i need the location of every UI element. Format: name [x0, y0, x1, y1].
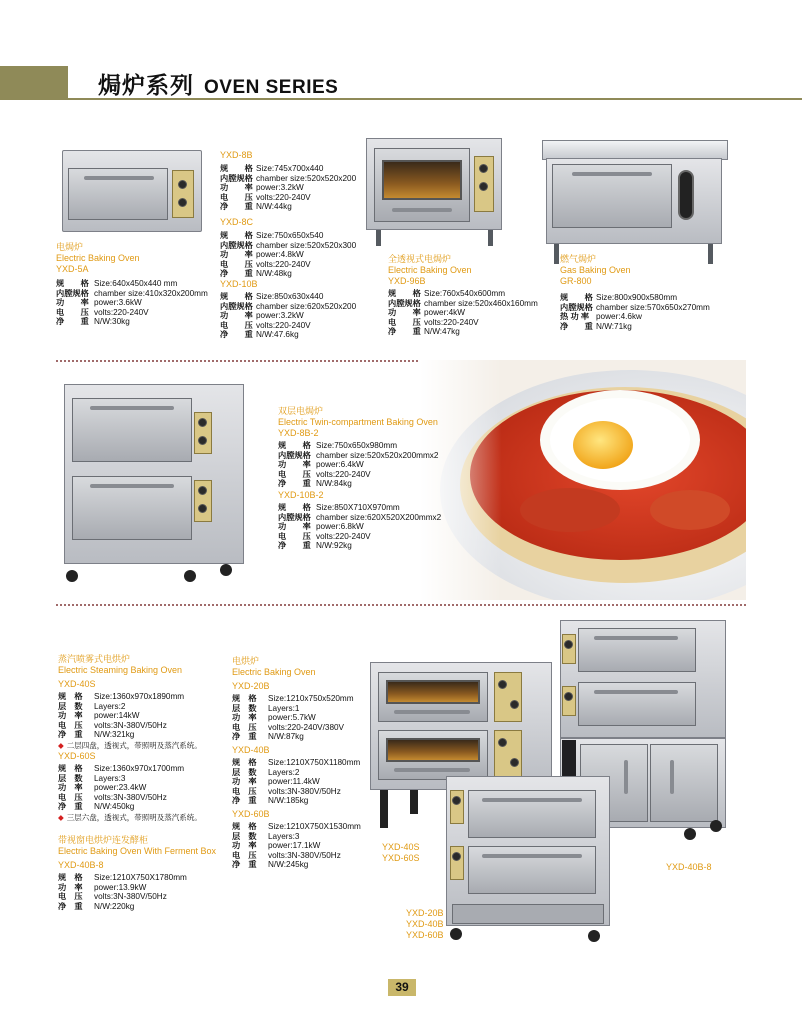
product-name-cn: 双层电焗炉	[278, 406, 324, 416]
spec-value: volts:3N-380V/50Hz	[94, 792, 167, 802]
spec-row	[232, 822, 361, 832]
spec-row	[220, 202, 356, 212]
spec-key: 功 率	[232, 713, 257, 723]
spec-value: N/W:44kg	[256, 202, 292, 212]
spec-row	[220, 311, 356, 321]
spec-row	[278, 460, 441, 470]
spec-row	[220, 292, 356, 302]
spec-row	[56, 279, 208, 289]
spec-value: power:3.2kW	[256, 183, 304, 193]
spec-key: 规 格	[278, 502, 311, 512]
model-label: YXD-40B-8	[58, 859, 104, 870]
spec-value: N/W:47.6kg	[256, 330, 299, 340]
model-label: GR-800	[560, 276, 592, 286]
spec-list	[220, 164, 356, 212]
spec-value: N/W:30kg	[94, 317, 130, 327]
spec-value: volts:220-240V/380V	[268, 722, 345, 732]
spec-row	[232, 832, 361, 842]
spec-key: 电 压	[388, 317, 421, 327]
spec-value: chamber size:520x520x200mmx2	[316, 450, 439, 460]
spec-key: 规 格	[232, 821, 257, 831]
spec-row	[220, 321, 356, 331]
spec-key: 净 重	[388, 327, 421, 337]
spec-row	[58, 702, 216, 712]
spec-key: 功 率	[232, 841, 257, 851]
spec-row	[220, 193, 356, 203]
product-name-cn: 蒸汽喷雾式电烘炉	[58, 654, 131, 664]
spec-row	[58, 802, 216, 812]
model-label: YXD-60S	[58, 750, 96, 761]
spec-row	[278, 513, 441, 523]
spec-key: 电 压	[56, 307, 89, 317]
spec-row	[56, 298, 208, 308]
product-yxd-8b	[220, 150, 356, 212]
spec-value: Size:640x450x440 mm	[94, 279, 178, 288]
product-yxd-10b	[220, 279, 356, 340]
spec-key: 规 格	[56, 279, 89, 288]
spec-key: 电 压	[232, 722, 257, 732]
spec-row	[278, 532, 441, 542]
spec-key: 功 率	[58, 783, 83, 793]
spec-value: Size:745x700x440	[256, 164, 324, 173]
spec-key: 功 率	[232, 777, 257, 787]
oven-image-gr-800	[542, 140, 728, 266]
spec-key: 规 格	[232, 757, 257, 767]
spec-value: power:11.4kW	[268, 777, 320, 787]
spec-key: 内膛规格	[560, 302, 593, 312]
spec-row	[278, 451, 441, 461]
spec-key: 规 格	[560, 293, 593, 302]
spec-value: volts:3N-380V/50Hz	[268, 786, 341, 796]
spec-list	[58, 873, 216, 911]
spec-value: N/W:48kg	[256, 269, 292, 279]
spec-value: volts:220-240V	[256, 259, 311, 269]
spec-row	[278, 503, 441, 513]
product-name-en: Electric Twin-compartment Baking Oven	[278, 417, 438, 427]
spec-value: chamber size:410x320x200mm	[94, 288, 208, 298]
spec-row	[232, 768, 361, 778]
spec-row	[232, 713, 361, 723]
spec-list	[232, 758, 361, 806]
spec-key: 规 格	[232, 694, 257, 703]
spec-list	[56, 279, 208, 327]
spec-value: volts:220-240V	[316, 469, 371, 479]
product-note: ◆ 二层四盘，透视式，带照明及蒸汽系统。	[58, 740, 202, 750]
product-name-cn: 全透视式电焗炉	[388, 254, 452, 264]
model-label: YXD-8C	[220, 217, 254, 227]
product-name-cn: 电烘炉	[232, 656, 260, 666]
product-twin-oven	[278, 406, 441, 551]
spec-value: Layers:3	[268, 831, 300, 841]
spec-key: 热 功 率	[560, 312, 590, 322]
spec-row	[232, 796, 361, 806]
spec-key: 层 数	[232, 831, 257, 841]
spec-key: 功 率	[278, 460, 311, 470]
spec-row	[220, 250, 356, 260]
model-label: YXD-40B	[232, 744, 270, 755]
spec-row	[232, 841, 361, 851]
spec-key: 规 格	[58, 692, 83, 701]
product-yxd-8c	[220, 217, 356, 279]
spec-key: 功 率	[58, 711, 83, 721]
page-title	[98, 67, 338, 100]
spec-key: 功 率	[388, 308, 421, 318]
spec-row	[58, 783, 216, 793]
spec-key: 净 重	[58, 802, 83, 812]
spec-row	[220, 164, 356, 174]
spec-value: N/W:321kg	[94, 730, 135, 740]
spec-list	[232, 822, 361, 870]
product-name-cn: 燃气焗炉	[560, 254, 597, 264]
spec-value: power:5.7kW	[268, 713, 316, 723]
spec-row	[560, 312, 710, 322]
spec-row	[220, 231, 356, 241]
spec-key: 规 格	[388, 289, 421, 298]
spec-row	[278, 479, 441, 489]
section-divider	[56, 604, 746, 606]
product-name-en: Electric Baking Oven	[56, 253, 140, 263]
spec-key: 电 压	[58, 792, 83, 802]
spec-row	[232, 851, 361, 861]
spec-key: 功 率	[220, 250, 253, 260]
spec-row	[220, 183, 356, 193]
spec-list	[278, 441, 441, 489]
spec-row	[388, 289, 538, 299]
spec-value: N/W:220kg	[94, 901, 135, 911]
product-name-en: Electric Baking Oven	[388, 265, 472, 275]
spec-value: Layers:2	[94, 701, 126, 711]
spec-key: 电 压	[232, 786, 257, 796]
spec-key: 功 率	[220, 311, 253, 321]
product-name-en: Gas Baking Oven	[560, 265, 631, 275]
spec-key: 净 重	[220, 269, 253, 279]
spec-row	[58, 711, 216, 721]
spec-row	[58, 692, 216, 702]
spec-value: Size:750x650x980mm	[316, 441, 398, 450]
oven-image-yxd-8b-2	[64, 384, 244, 586]
spec-key: 净 重	[278, 541, 311, 551]
spec-row	[58, 892, 216, 902]
model-label: YXD-5A	[56, 264, 89, 274]
food-image	[420, 360, 746, 600]
spec-row	[560, 293, 710, 303]
spec-value: Layers:3	[94, 773, 126, 783]
model-label: YXD-96B	[388, 276, 426, 286]
spec-key: 净 重	[278, 479, 311, 489]
spec-key: 层 数	[232, 767, 257, 777]
spec-value: volts:3N-380V/50Hz	[94, 892, 167, 902]
model-label: YXD-10B	[220, 279, 258, 289]
spec-value: chamber size:520x520x200	[256, 173, 357, 183]
model-label: YXD-20B	[232, 681, 270, 691]
model-label: YXD-8B-2	[278, 428, 319, 438]
spec-value: Size:850x630x440	[256, 292, 324, 301]
spec-key: 净 重	[560, 321, 593, 331]
spec-key: 内膛规格	[220, 301, 253, 311]
product-steam-oven	[58, 654, 216, 911]
spec-row	[58, 774, 216, 784]
product-name-cn: 电焗炉	[56, 242, 84, 252]
spec-key: 功 率	[58, 882, 83, 892]
spec-value: volts:220-240V	[316, 531, 371, 541]
spec-value: N/W:84kg	[316, 479, 352, 489]
product-yxd-96b	[388, 254, 538, 337]
spec-value: power:6.8kW	[316, 522, 364, 532]
spec-key: 规 格	[220, 231, 253, 240]
spec-value: power:4.6kw	[596, 312, 642, 322]
title-cn: 焗炉系列	[98, 72, 194, 98]
oven-image-yxd-96b	[366, 138, 502, 250]
spec-row	[58, 764, 216, 774]
spec-list	[232, 694, 361, 742]
spec-key: 内膛规格	[388, 298, 421, 308]
spec-value: power:6.4kW	[316, 460, 364, 470]
oven-image-yxd-5a	[62, 150, 202, 232]
spec-value: Size:1360x970x1700mm	[94, 763, 185, 773]
spec-row	[58, 793, 216, 803]
title-en: OVEN SERIES	[204, 77, 339, 98]
spec-value: N/W:245kg	[268, 860, 309, 870]
spec-value: Size:1210X750X1530mm	[268, 821, 361, 831]
product-name-en: Electric Baking Oven With Ferment Box	[58, 845, 217, 856]
spec-value: volts:220-240V	[256, 320, 311, 330]
spec-list	[58, 692, 216, 740]
spec-value: Size:850X710X970mm	[316, 502, 400, 512]
spec-key: 功 率	[278, 522, 311, 532]
spec-row	[232, 787, 361, 797]
spec-value: N/W:47kg	[424, 327, 460, 337]
spec-row	[560, 303, 710, 313]
spec-row	[232, 777, 361, 787]
spec-value: Size:1210X750X1180mm	[268, 757, 361, 767]
product-yxd-5a	[56, 242, 208, 327]
spec-row	[220, 302, 356, 312]
spec-key: 电 压	[220, 259, 253, 269]
spec-key: 规 格	[278, 441, 311, 450]
spec-row	[220, 330, 356, 340]
spec-row	[232, 860, 361, 870]
spec-row	[56, 317, 208, 327]
spec-value: power:14kW	[94, 711, 140, 721]
spec-key: 净 重	[220, 330, 253, 340]
spec-key: 净 重	[232, 796, 257, 806]
spec-key: 净 重	[56, 317, 89, 327]
spec-value: volts:3N-380V/50Hz	[94, 720, 167, 730]
spec-value: Size:800x900x580mm	[596, 293, 678, 302]
spec-list	[278, 503, 441, 551]
spec-value: N/W:71kg	[596, 321, 632, 331]
spec-row	[278, 522, 441, 532]
product-electric-oven	[232, 656, 361, 870]
spec-row	[232, 758, 361, 768]
spec-row	[58, 883, 216, 893]
spec-key: 净 重	[220, 202, 253, 212]
spec-row	[58, 721, 216, 731]
spec-value: Size:1210x750x520mm	[268, 694, 354, 703]
spec-list	[220, 231, 356, 279]
spec-value: N/W:87kg	[268, 732, 304, 742]
spec-value: chamber size:520x460x160mm	[424, 298, 538, 308]
spec-key: 内膛规格	[220, 173, 253, 183]
spec-row	[560, 322, 710, 332]
spec-key: 净 重	[232, 860, 257, 870]
product-gr-800	[560, 254, 710, 331]
spec-value: chamber size:570x650x270mm	[596, 302, 710, 312]
image-caption-electric: YXD-20B YXD-40B YXD-60B	[406, 908, 444, 940]
spec-key: 内膛规格	[220, 240, 253, 250]
product-name-en: Electric Baking Oven	[232, 667, 316, 677]
spec-row	[232, 704, 361, 714]
spec-key: 净 重	[58, 901, 83, 911]
spec-value: power:3.6kW	[94, 298, 142, 308]
spec-list	[220, 292, 356, 340]
spec-row	[220, 241, 356, 251]
spec-key: 功 率	[220, 183, 253, 193]
spec-value: volts:220-240V	[424, 317, 479, 327]
spec-value: N/W:92kg	[316, 541, 352, 551]
spec-key: 规 格	[220, 292, 253, 301]
spec-value: power:17.1kW	[268, 841, 321, 851]
spec-key: 电 压	[232, 850, 257, 860]
spec-value: chamber size:620X520X200mmx2	[316, 512, 442, 522]
product-note: ◆ 三层六盘，透视式，带照明及蒸汽系统。	[58, 812, 202, 822]
spec-row	[220, 174, 356, 184]
spec-row	[388, 299, 538, 309]
spec-row	[278, 541, 441, 551]
spec-value: volts:3N-380V/50Hz	[268, 850, 341, 860]
spec-value: chamber size:520x520x300	[256, 240, 357, 250]
spec-key: 规 格	[58, 763, 83, 773]
spec-value: power:4kW	[424, 308, 465, 318]
spec-key: 层 数	[58, 701, 83, 711]
spec-row	[278, 441, 441, 451]
spec-key: 层 数	[232, 703, 257, 713]
spec-key: 规 格	[58, 872, 83, 882]
spec-key: 电 压	[278, 531, 311, 541]
image-caption-ferment: YXD-40B-8	[666, 862, 712, 872]
spec-key: 电 压	[220, 320, 253, 330]
spec-value: N/W:450kg	[94, 802, 135, 812]
product-name-cn: 带视窗电烘炉连发酵柜	[58, 834, 149, 845]
spec-value: Size:760x540x600mm	[424, 289, 506, 298]
page-number: 39	[388, 979, 416, 996]
spec-row	[58, 873, 216, 883]
spec-value: power:13.9kW	[94, 882, 147, 892]
spec-row	[388, 327, 538, 337]
spec-value: power:4.8kW	[256, 250, 304, 260]
spec-key: 电 压	[278, 469, 311, 479]
spec-value: power:23.4kW	[94, 783, 147, 793]
spec-value: volts:220-240V	[256, 192, 311, 202]
spec-key: 净 重	[58, 730, 83, 740]
spec-row	[388, 318, 538, 328]
oven-image-yxd-20b	[446, 776, 610, 946]
spec-value: Layers:1	[268, 703, 300, 713]
spec-value: Size:1210X750X1780mm	[94, 872, 187, 882]
image-caption-steam: YXD-40S YXD-60S	[382, 842, 420, 863]
spec-row	[232, 723, 361, 733]
spec-key: 内膛规格	[56, 288, 89, 298]
spec-row	[232, 694, 361, 704]
spec-key: 规 格	[220, 164, 253, 173]
spec-list	[388, 289, 538, 337]
spec-key: 电 压	[58, 720, 83, 730]
spec-key: 电 压	[58, 892, 83, 902]
spec-value: volts:220-240V	[94, 307, 149, 317]
diamond-icon: ◆	[58, 812, 64, 822]
spec-key: 内膛规格	[278, 450, 311, 460]
spec-row	[58, 730, 216, 740]
spec-key: 净 重	[232, 732, 257, 742]
spec-value: chamber size:620x520x200	[256, 301, 357, 311]
spec-list	[58, 764, 216, 812]
spec-row	[220, 260, 356, 270]
spec-row	[56, 289, 208, 299]
model-label: YXD-60B	[232, 808, 270, 819]
spec-row	[388, 308, 538, 318]
spec-value: Layers:2	[268, 767, 300, 777]
spec-row	[220, 269, 356, 279]
spec-key: 内膛规格	[278, 512, 311, 522]
spec-list	[560, 293, 710, 331]
model-label: YXD-8B	[220, 150, 253, 160]
model-label: YXD-10B-2	[278, 489, 324, 500]
spec-key: 层 数	[58, 773, 83, 783]
spec-value: power:3.2kW	[256, 311, 304, 321]
product-name-en: Electric Steaming Baking Oven	[58, 665, 183, 675]
model-label: YXD-40S	[58, 679, 96, 689]
spec-row	[56, 308, 208, 318]
spec-value: Size:1360x970x1890mm	[94, 692, 185, 701]
spec-key: 电 压	[220, 192, 253, 202]
spec-key: 功 率	[56, 298, 89, 308]
spec-row	[232, 732, 361, 742]
spec-row	[278, 470, 441, 480]
spec-row	[58, 902, 216, 912]
spec-value: N/W:185kg	[268, 796, 309, 806]
spec-value: Size:750x650x540	[256, 231, 324, 240]
diamond-icon: ◆	[58, 740, 64, 750]
